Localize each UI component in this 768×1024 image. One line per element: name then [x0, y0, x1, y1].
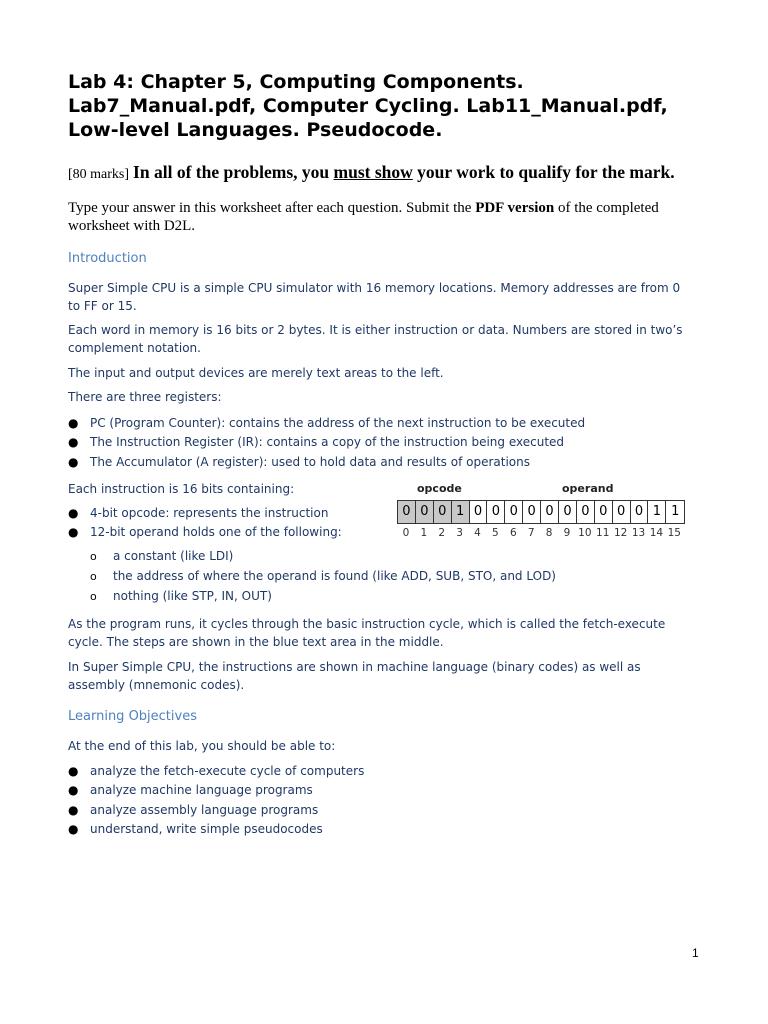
list-item — [90, 587, 556, 607]
bit-index: 4 — [474, 527, 481, 539]
bullet-icon: ● — [68, 506, 79, 520]
operand-kinds-list — [90, 547, 556, 607]
opcode-label: opcode — [417, 482, 462, 495]
bit-cell: 0 — [487, 501, 505, 523]
list-item-text: 12-bit operand holds one of the following: — [90, 525, 342, 540]
intro-paragraph-2: Each word in memory is 16 bits or 2 bytes. It is either instruction or data. Numbers are stored in two’s complement notation. — [68, 323, 683, 355]
list-item-text: the address of where the operand is found (like ADD, SUB, STO, and LOD) — [113, 569, 556, 583]
bit-index-row — [397, 527, 683, 539]
instructions-text-a: Type your answer in this worksheet after each question. Submit the — [68, 200, 476, 216]
list-item-text: understand, write simple pseudocodes — [90, 821, 323, 836]
bullet-icon: ● — [68, 454, 79, 469]
bit-index: 2 — [438, 527, 446, 539]
bit-cell: 0 — [416, 501, 434, 523]
bit-cell: 0 — [398, 501, 416, 523]
intro-paragraph-6: As the program runs, it cycles through the basic instruction cycle, which is called the fetch-execute cycle. The steps are shown in the blue text area in the middle. — [68, 617, 666, 649]
bullet-icon: ● — [68, 764, 79, 778]
bit-index: 12 — [613, 527, 628, 539]
marks-statement — [68, 162, 728, 183]
intro-paragraph-1: Super Simple CPU is a simple CPU simulator with 16 memory locations. Memory addresses are from 0 to FF or 15. — [68, 281, 681, 313]
bit-cell: 1 — [671, 504, 680, 519]
intro-paragraph-5: Each instruction is 16 bits containing: — [68, 482, 295, 496]
bit-index: 15 — [667, 527, 681, 539]
bit-index: 0 — [402, 527, 410, 539]
circle-bullet-icon: o — [90, 590, 97, 603]
list-item — [68, 762, 364, 781]
list-item-text: PC (Program Counter): contains the address of the next instruction to be executed — [90, 416, 586, 430]
marks-value: [80 marks] — [68, 167, 130, 182]
list-item-text: analyze the fetch-execute cycle of computers — [90, 764, 365, 778]
bit-index: 9 — [563, 527, 571, 539]
objectives-heading: Learning Objectives — [68, 709, 197, 724]
instruction-format-diagram — [397, 482, 697, 546]
instruction-parts-list — [68, 504, 342, 543]
bit-index: 1 — [420, 527, 428, 539]
marks-text-underlined: must show — [333, 162, 413, 182]
list-item — [90, 547, 556, 567]
bit-cell: 0 — [631, 501, 649, 523]
list-item-text: nothing (like STP, IN, OUT) — [113, 589, 272, 603]
list-item-text: a constant (like LDI) — [113, 549, 234, 563]
objectives-list — [68, 762, 364, 839]
bit-index: 11 — [596, 527, 610, 539]
bullet-icon: ● — [68, 821, 79, 836]
bit-cell: 1 — [648, 501, 666, 523]
bit-cell: 0 — [577, 501, 595, 523]
list-item-text: 4-bit opcode: represents the instruction — [90, 506, 329, 520]
bit-cell: 0 — [613, 501, 631, 523]
intro-paragraph-4: There are three registers: — [68, 390, 222, 404]
bit-index: 14 — [649, 527, 664, 539]
bit-row — [397, 500, 685, 524]
submission-instructions — [68, 199, 708, 235]
bit-cell: 0 — [434, 501, 452, 523]
list-item — [68, 820, 364, 839]
introduction-heading: Introduction — [68, 251, 147, 266]
list-item-text: analyze machine language programs — [90, 783, 313, 798]
bit-index: 3 — [456, 527, 463, 539]
list-item — [68, 801, 364, 820]
bullet-icon: ● — [68, 802, 79, 817]
circle-bullet-icon: o — [90, 550, 97, 563]
bullet-icon: ● — [68, 525, 79, 540]
list-item — [90, 567, 556, 587]
bit-cell: 0 — [541, 501, 559, 523]
page-number: 1 — [692, 946, 699, 960]
bit-index: 5 — [492, 527, 499, 539]
bit-cell: 1 — [452, 501, 470, 523]
list-item — [68, 523, 342, 542]
objectives-intro: At the end of this lab, you should be able to: — [68, 739, 336, 753]
bullet-icon: ● — [68, 416, 79, 430]
bullet-icon: ● — [68, 783, 79, 798]
marks-text-b: your work to qualify for the mark. — [412, 162, 675, 182]
bit-cell: 0 — [523, 501, 541, 523]
bit-index: 13 — [631, 527, 646, 539]
bit-cell: 0 — [595, 501, 613, 523]
instructions-bold: PDF version — [475, 200, 555, 216]
marks-text — [133, 162, 675, 182]
instructions-text-b: of the completed worksheet with D2L. — [68, 200, 659, 234]
list-item — [68, 414, 585, 433]
list-item — [68, 433, 585, 452]
intro-paragraph-3: The input and output devices are merely text areas to the left. — [68, 366, 444, 380]
bit-cell: 0 — [559, 501, 577, 523]
list-item-text: analyze assembly language programs — [90, 802, 319, 817]
list-item-text: The Instruction Register (IR): contains a copy of the instruction being executed — [90, 435, 565, 450]
registers-list — [68, 414, 585, 472]
intro-paragraph-7: In Super Simple CPU, the instructions are shown in machine language (binary codes) as well as assembly (mnemonic codes). — [68, 660, 641, 692]
list-item — [68, 781, 364, 800]
operand-label: operand — [562, 482, 614, 495]
bullet-icon: ● — [68, 435, 79, 450]
page-title: Lab 4: Chapter 5, Computing Components. Lab7_Manual.pdf, Computer Cycling. Lab11_Manual.pdf, Low-level Languages. Pseudocode. — [68, 71, 668, 141]
list-item — [68, 504, 342, 523]
bit-index: 7 — [527, 527, 535, 539]
bit-index: 6 — [509, 527, 517, 539]
bit-index: 8 — [545, 527, 553, 539]
bit-cell: 0 — [505, 501, 523, 523]
marks-text-a: In all of the problems, you — [133, 162, 334, 182]
list-item — [68, 453, 585, 472]
list-item-text: The Accumulator (A register): used to hold data and results of operations — [90, 454, 530, 469]
bit-cell: 0 — [470, 501, 488, 523]
bit-index: 10 — [578, 527, 592, 539]
circle-bullet-icon: o — [90, 570, 97, 583]
